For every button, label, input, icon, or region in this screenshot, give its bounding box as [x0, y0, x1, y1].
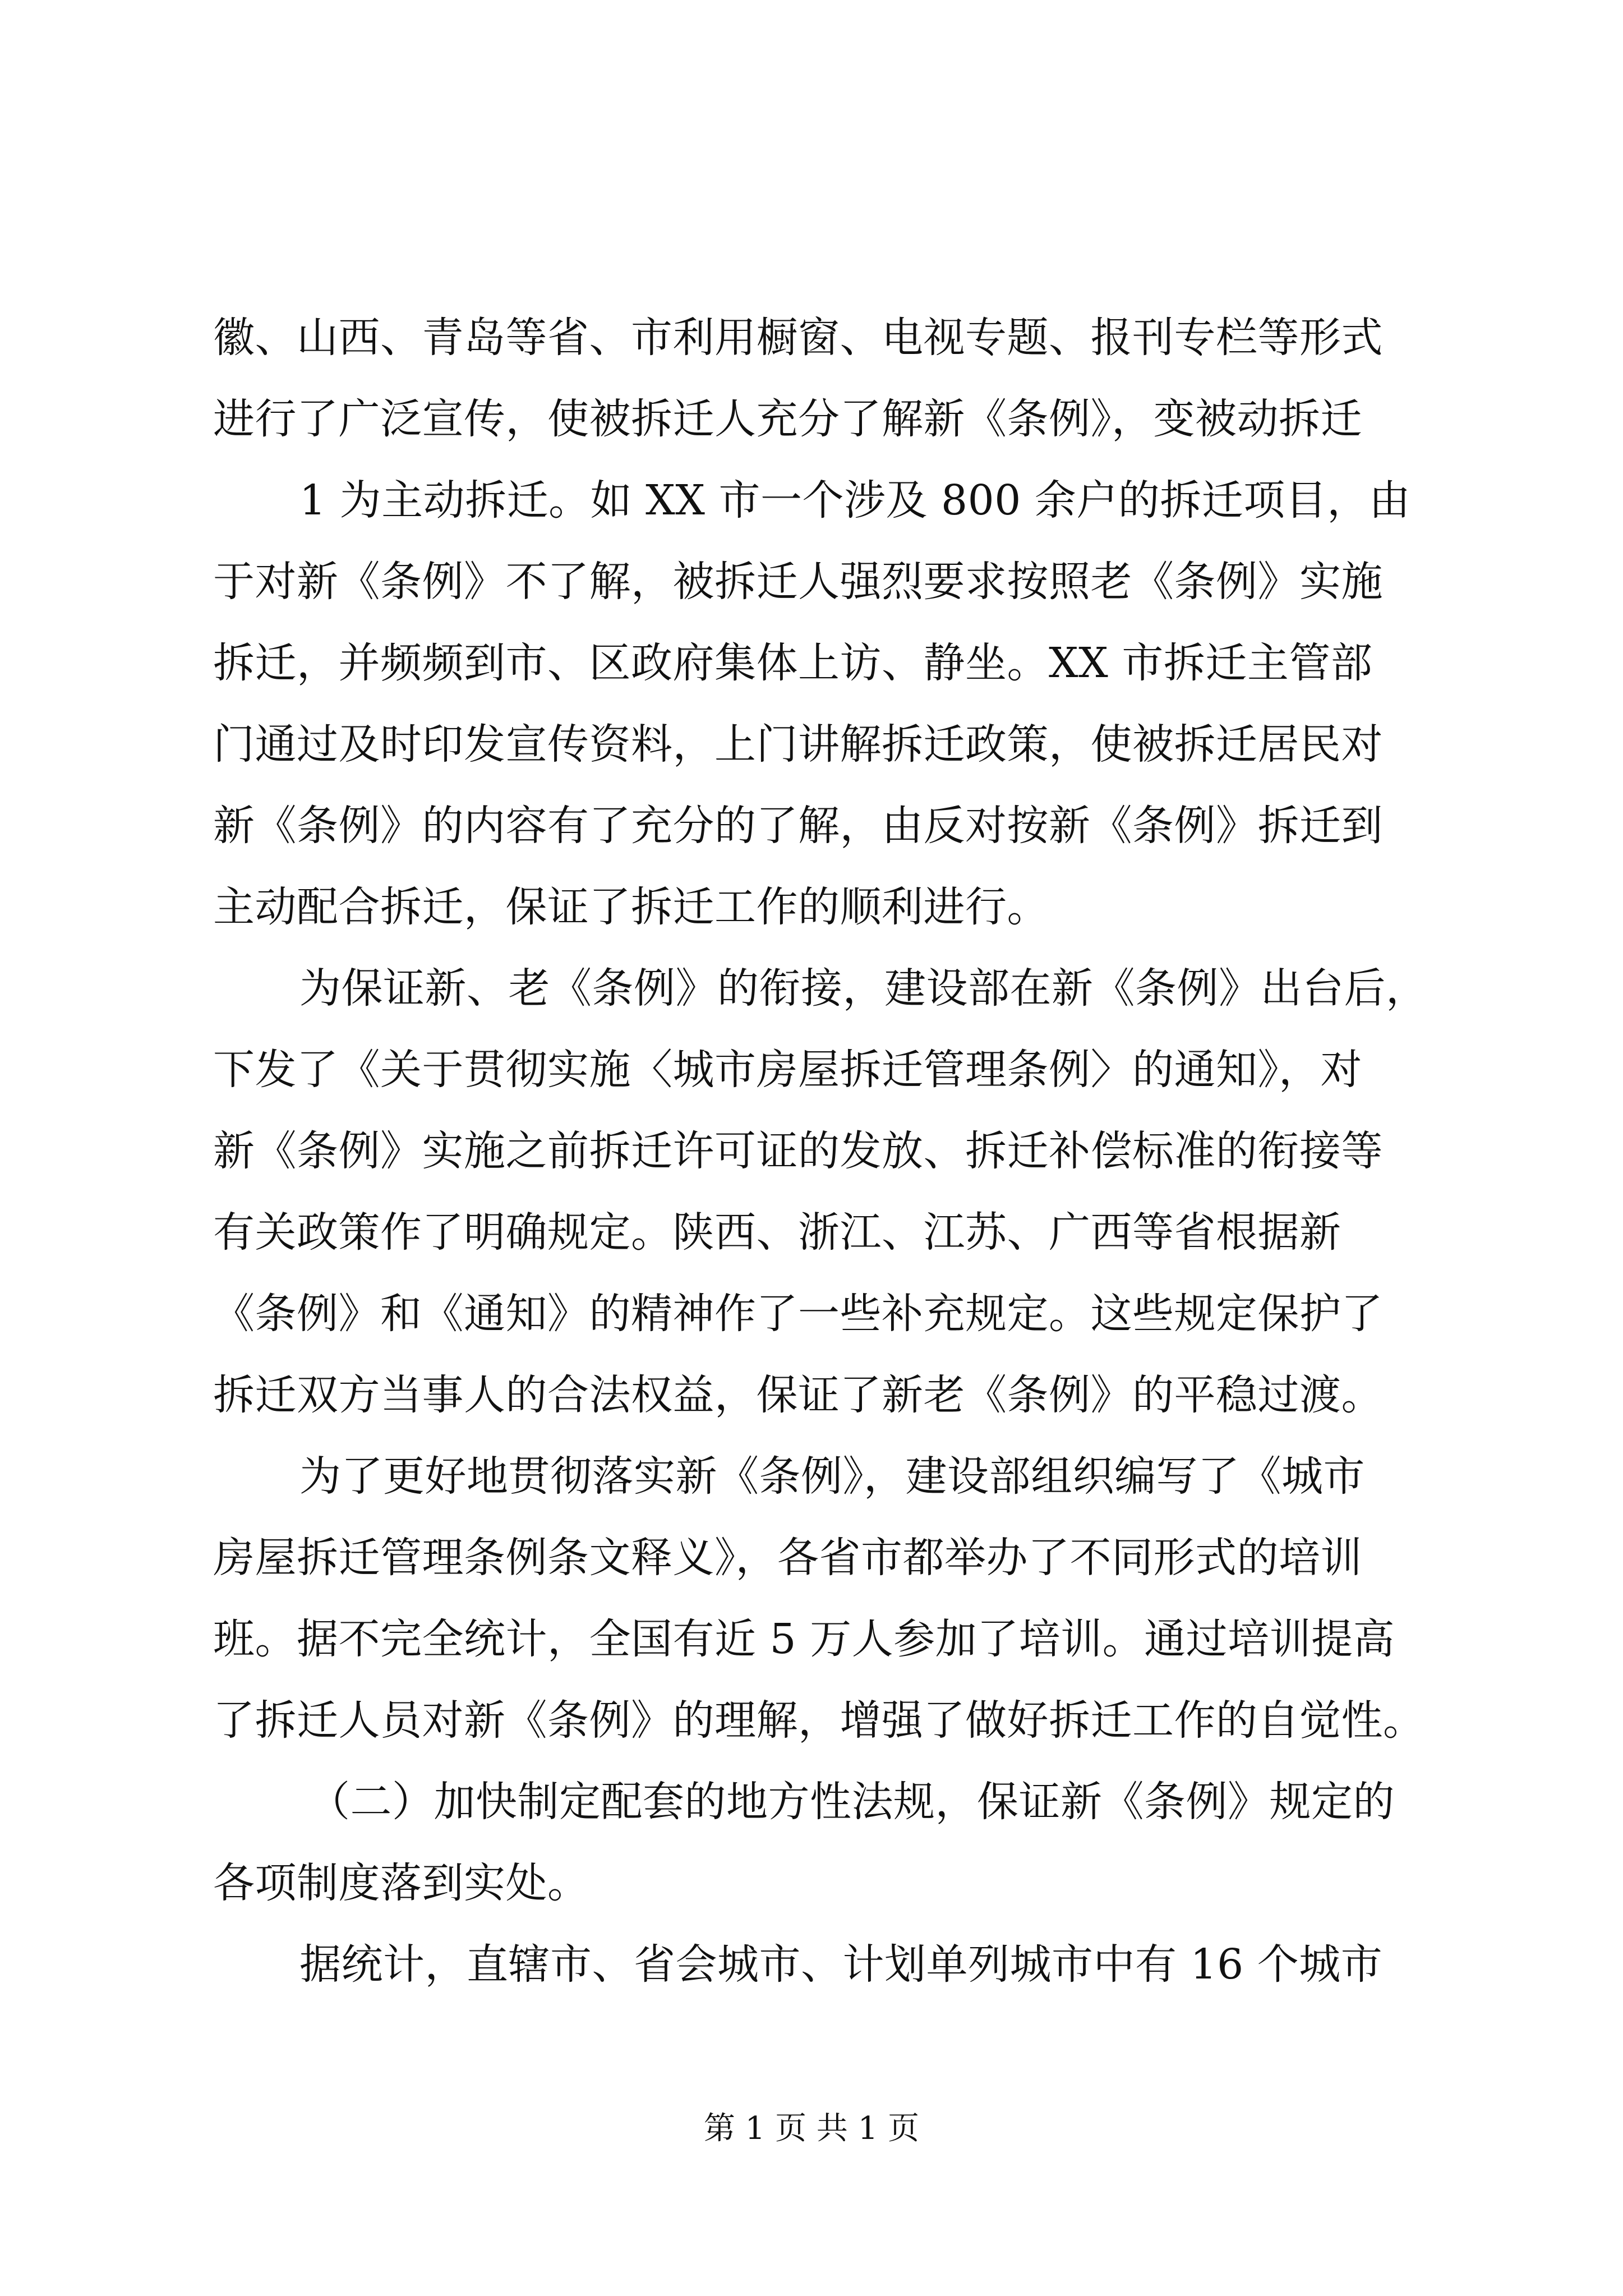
- page-footer: 第 1 页 共 1 页: [703, 2110, 920, 2147]
- text-line: 《条例》和《通知》的精神作了一些补充规定。这些规定保护了: [213, 1290, 1383, 1338]
- text-line: 据统计，直辖市、省会城市、计划单列城市中有 16 个城市: [299, 1940, 1383, 1989]
- text-line: 徽、山西、青岛等省、市利用橱窗、电视专题、报刊专栏等形式: [213, 314, 1383, 362]
- text-line: 拆迁双方当事人的合法权益，保证了新老《条例》的平稳过渡。: [213, 1371, 1383, 1419]
- text-line: 为保证新、老《条例》的衔接，建设部在新《条例》出台后，: [299, 964, 1428, 1013]
- text-line: 下发了《关于贯彻实施〈城市房屋拆迁管理条例〉的通知》，对: [213, 1046, 1362, 1094]
- document-body: [213, 297, 1428, 2005]
- section-heading-line: （二）加快制定配套的地方性法规，保证新《条例》规定的: [308, 1778, 1395, 1826]
- text-line: 有关政策作了明确规定。陕西、浙江、江苏、广西等省根据新: [213, 1208, 1341, 1257]
- text-line: 拆迁，并频频到市、区政府集体上访、静坐。XX 市拆迁主管部: [213, 639, 1373, 687]
- text-line: 班。据不完全统计，全国有近 5 万人参加了培训。通过培训提高: [213, 1615, 1395, 1663]
- text-line: 1 为主动拆迁。如 XX 市一个涉及 800 余户的拆迁项目，由: [299, 476, 1411, 524]
- text-line: 新《条例》的内容有了充分的了解，由反对按新《条例》拆迁到: [213, 802, 1383, 850]
- text-line: 主动配合拆迁，保证了拆迁工作的顺利进行。: [213, 883, 1049, 931]
- text-line: 了拆迁人员对新《条例》的理解，增强了做好拆迁工作的自觉性。: [213, 1696, 1425, 1745]
- text-line: 进行了广泛宣传，使被拆迁人充分了解新《条例》，变被动拆迁: [213, 395, 1362, 443]
- text-line: 为了更好地贯彻落实新《条例》，建设部组织编写了《城市: [299, 1452, 1365, 1501]
- text-line: 于对新《条例》不了解，被拆迁人强烈要求按照老《条例》实施: [213, 558, 1383, 606]
- text-line: 新《条例》实施之前拆迁许可证的发放、拆迁补偿标准的衔接等: [213, 1127, 1383, 1175]
- text-line: 房屋拆迁管理条例条文释义》，各省市都举办了不同形式的培训: [213, 1534, 1362, 1582]
- text-line: 门通过及时印发宣传资料，上门讲解拆迁政策，使被拆迁居民对: [213, 720, 1383, 769]
- text-line: 各项制度落到实处。: [213, 1859, 589, 1907]
